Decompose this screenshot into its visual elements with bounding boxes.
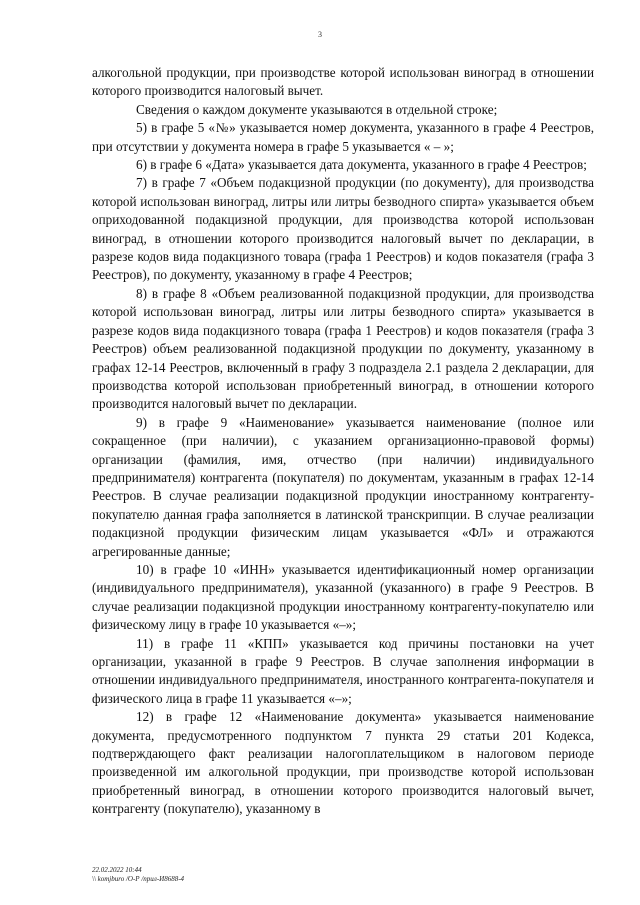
footer-file-path: \\ komjburo /О-Р /прил-И8688-4 [92, 875, 185, 883]
paragraph: Сведения о каждом документе указываются в отдельной строке; [136, 101, 498, 117]
paragraph: 7) в графе 7 «Объем подакцизной продукции (по документу), для производства которой использован виноград, литры или литры безводного спирта» указывается объем оприходованной подакцизной продукции, для производства которой использован виноград, в отношении которого производится налоговый вычет по декларации, в разрезе кодов вида подакцизного товара (графа 1 Реестров) и кодов показателя (графа 3 Реестров), по документу, указанному в графе 4 Реестров; [92, 175, 594, 283]
page-number: 3 [318, 30, 322, 39]
paragraph: 6) в графе 6 «Дата» указывается дата документа, указанного в графе 4 Реестров; [136, 157, 587, 173]
paragraph: алкогольной продукции, при производстве которой использован виноград в отношении которого производится налоговый вычет. [92, 65, 594, 99]
footer-timestamp: 22.02.2022 10:44 [92, 866, 142, 874]
paragraph: 8) в графе 8 «Объем реализованной подакцизной продукции, для производства которой использован виноград, литры или литры безводного спирта» указывается в разрезе кодов вида подакцизного товара (графа 1 Реестров) и кодов показателя (графа 3 Реестров) объем реализованной подакцизной продукции по документу, указанному в графах 12-14 Реестров, включенный в графу 3 подраздела 2.1 раздела 2 декларации, для производства которой использован приобретенный виноград, в отношении которого производится налоговый вычет по декларации. [92, 285, 594, 412]
paragraph: 11) в графе 11 «КПП» указывается код причины постановки на учет организации, указанной в графе 9 Реестров. В случае заполнения информации в отношении индивидуального предпринимателя, иностранного контрагента-покупателя и физического лица в графе 11 указывается «–»; [92, 635, 594, 706]
paragraph: 12) в графе 12 «Наименование документа» указывается наименование документа, предусмотренного подпунктом 7 пункта 29 статьи 201 Кодекса, подтверждающего факт реализации налогоплательщиком в налоговом периоде произведенной им алкогольной продукции, при производстве которой использован приобретенный виноград, в отношении которого производится налоговый вычет, контрагенту (покупателю), указанному в [92, 709, 594, 817]
paragraph: 10) в графе 10 «ИНН» указывается идентификационный номер организации (индивидуального предпринимателя), указанной (указанного) в графе 9 Реестров. В случае реализации подакцизной продукции иностранному контрагенту-покупателю или физическому лицу в графе 10 указывается «–»; [92, 561, 594, 633]
paragraph: 9) в графе 9 «Наименование» указывается наименование (полное или сокращенное (при наличии), с указанием организационно-правовой формы) организации (фамилия, имя, отчество (при наличии) индивидуального предпринимателя) контрагента (покупателя) по документам, указанным в графах 12-14 Реестров. В случае реализации подакцизной продукции иностранному контрагенту-покупателю данная графа заполняется в латинской транскрипции. В случае реализации подакцизной продукции физическим лицам указывается «ФЛ» и отражаются агрегированные данные; [92, 414, 594, 559]
document-body [92, 64, 594, 819]
footer [92, 866, 184, 884]
paragraph: 5) в графе 5 «№» указывается номер документа, указанного в графе 4 Реестров, при отсутствии у документа номера в графе 5 указывается « – »; [92, 120, 594, 154]
